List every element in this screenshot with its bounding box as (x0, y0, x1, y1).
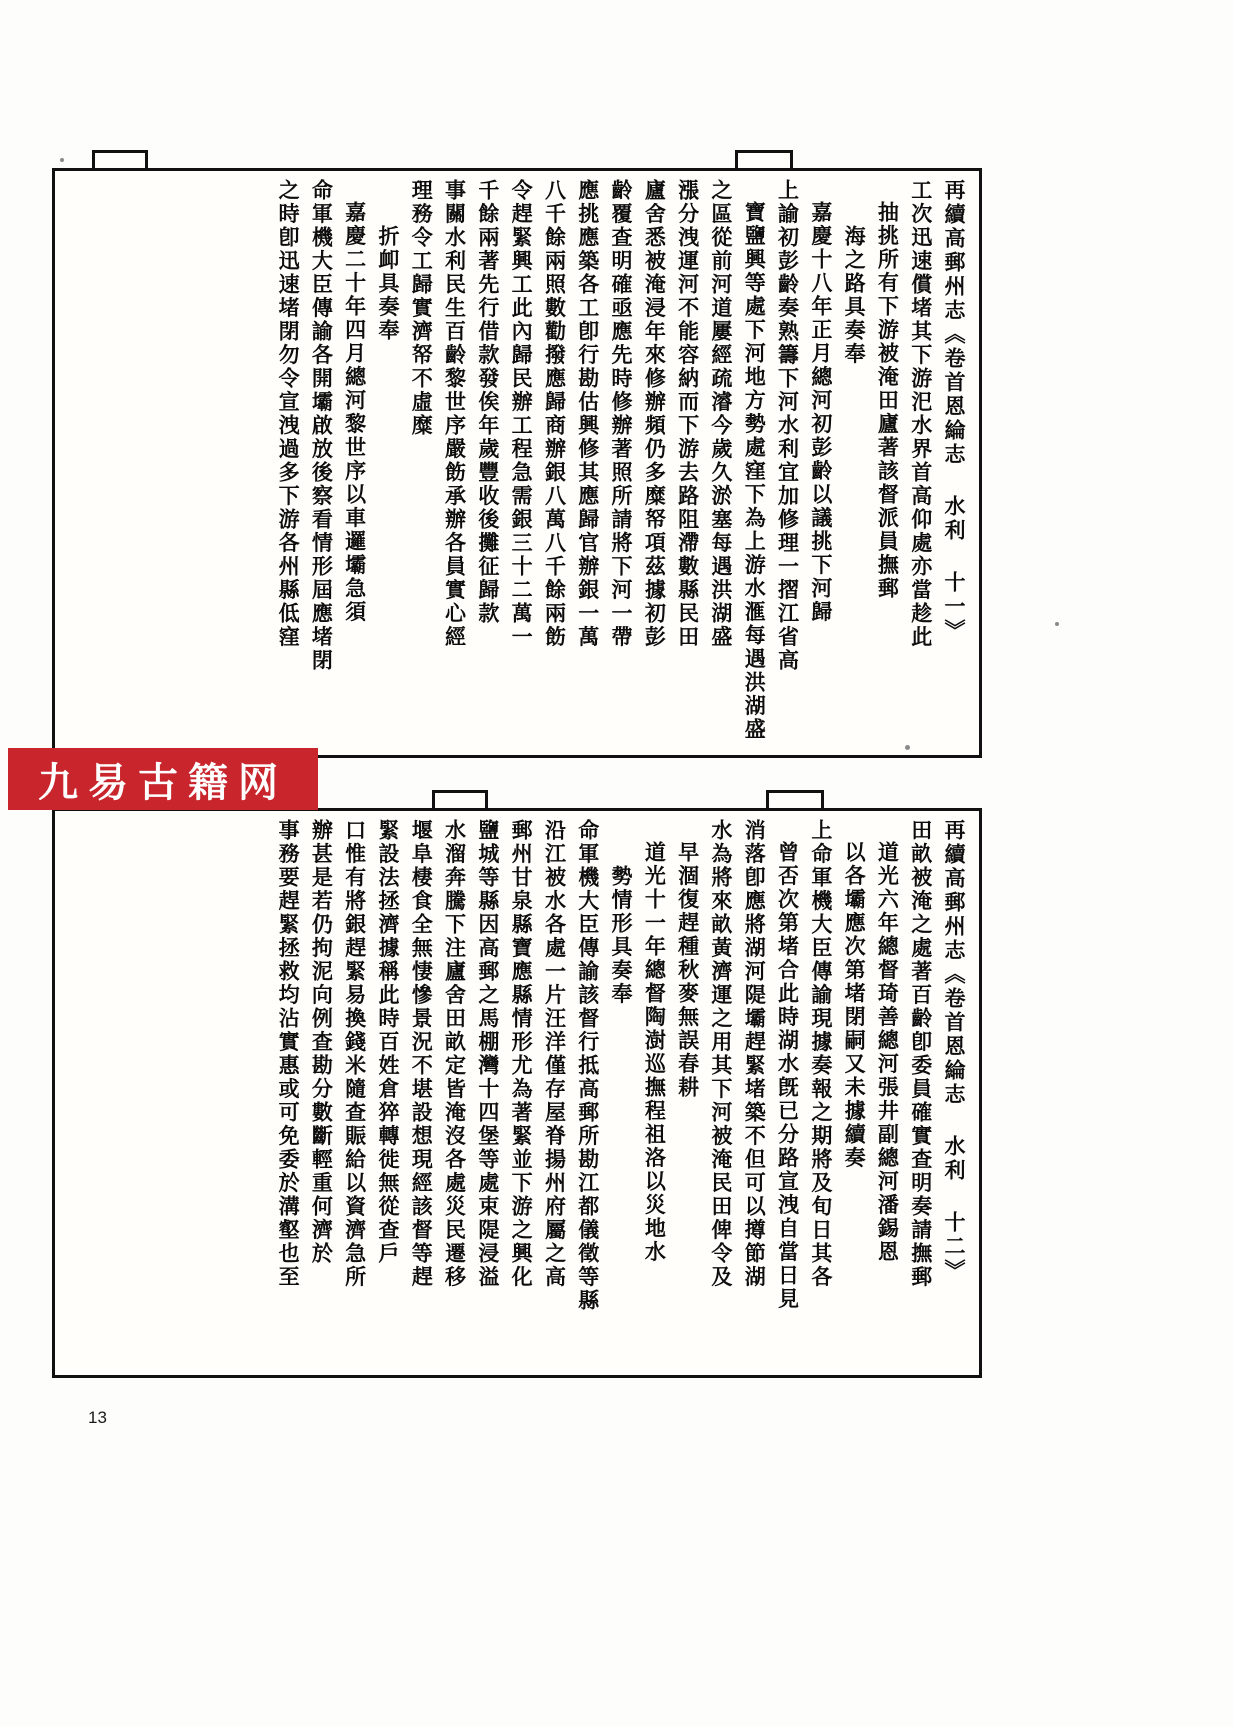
text-column: 理務令工歸實濟帑不虛糜 (409, 179, 435, 438)
column-group-top (63, 177, 971, 749)
text-column: 之區從前河道屢經疏濬今歲久淤塞每遇洪湖盛 (708, 179, 734, 649)
text-column: 水溜奔騰下注廬舍田畝定皆淹沒各處災民遷移 (442, 819, 468, 1289)
text-column: 勢情形具奏奉 (609, 865, 635, 1006)
text-column: 漲分洩運河不能容納而下游去路阻滯數縣民田 (675, 179, 701, 649)
text-block-top (52, 168, 982, 758)
text-column: 千餘兩著先行借款發俟年歲豐收後攤征歸款 (475, 179, 501, 626)
text-column: 緊設法拯濟據稱此時百姓倉猝轉徙無從查戶 (375, 819, 401, 1266)
text-column: 口惟有將銀趕緊易換錢米隨查賑給以資濟急所 (342, 819, 368, 1289)
scan-speck (60, 158, 64, 162)
text-column: 鹽城等縣因高郵之馬棚灣十四堡等處束隄浸溢 (475, 819, 501, 1289)
text-column: 消落卽應將湖河隄壩趕緊堵築不但可以撙節湖 (742, 819, 768, 1289)
text-column: 辦甚是若仍拘泥向例查勘分數斷輕重何濟於 (309, 819, 335, 1266)
text-column: 嘉慶二十年四月總河黎世序以車邏壩急須 (342, 201, 368, 624)
text-column: 抽挑所有下游被淹田廬著該督派員撫郵 (875, 201, 901, 601)
text-column: 水為將來畝黃濟運之用其下河被淹民田俾令及 (708, 819, 734, 1289)
juan-header-bottom: 再續高郵州志《卷首恩綸志 水利 十二》 (942, 819, 967, 1283)
juan-header-top: 再續高郵州志《卷首恩綸志 水利 十一》 (942, 179, 967, 643)
site-watermark (8, 748, 318, 810)
scan-speck (1055, 622, 1059, 626)
page-number: 13 (88, 1408, 107, 1427)
text-column: 曾否次第堵合此時湖水旣已分路宣洩自當日見 (775, 841, 801, 1311)
text-column: 廬舍悉被淹浸年來修辦頻仍多糜帑項茲據初彭 (642, 179, 668, 649)
text-column: 工次迅速償堵其下游汜水界首高仰處亦當趁此 (908, 179, 934, 649)
text-column: 道光六年總督琦善總河張井副總河潘錫恩 (875, 841, 901, 1264)
text-column: 上諭初彭齡奏熟籌下河水利宜加修理一摺江省高 (775, 179, 801, 673)
text-column: 田畝被淹之處著百齡卽委員確實查明奏請撫郵 (908, 819, 934, 1289)
column-group-bottom (63, 817, 971, 1369)
text-column: 命軍機大臣傳諭各開壩啟放後察看情形屆應堵閉 (309, 179, 335, 673)
scan-speck (905, 745, 910, 750)
text-column: 早涸復趕種秋麥無誤春耕 (675, 841, 701, 1100)
text-column: 嘉慶十八年正月總河初彭齡以議挑下河歸 (808, 201, 834, 624)
text-column: 郵州甘泉縣寶應縣情形尤為著緊並下游之興化 (509, 819, 535, 1289)
text-column: 堰阜棲食全無悽慘景況不堪設想現經該督等趕 (409, 819, 435, 1289)
watermark-text: 九易古籍网 (38, 758, 288, 806)
text-column: 折卹具奏奉 (375, 225, 401, 343)
text-column: 齡覆查明確亟應先時修辦著照所請將下河一帶 (609, 179, 635, 649)
text-column: 應挑應築各工卽行勘估興修其應歸官辦銀一萬 (575, 179, 601, 649)
text-block-bottom (52, 808, 982, 1378)
text-column: 寶鹽興等處下河地方勢處窪下為上游水滙每遇洪湖盛 (742, 201, 768, 742)
text-column: 海之路具奏奉 (842, 225, 868, 366)
text-column: 之時卽迅速堵閉勿令宣洩過多下游各州縣低窪 (276, 179, 302, 649)
text-column: 事務要趕緊拯救均沾實惠或可免委於溝壑也至 (276, 819, 302, 1289)
text-column: 事關水利民生百齡黎世序嚴飭承辦各員實心經 (442, 179, 468, 649)
text-column: 上命軍機大臣傳諭現據奏報之期將及旬日其各 (808, 819, 834, 1289)
text-column: 命軍機大臣傳諭該督行抵高郵所勘江都儀徵等縣 (575, 819, 601, 1313)
text-column: 道光十一年總督陶澍巡撫程祖洛以災地水 (642, 841, 668, 1264)
text-column: 令趕緊興工此內歸民辦工程急需銀三十二萬一 (509, 179, 535, 649)
text-column: 以各壩應次第堵閉嗣又未據續奏 (842, 841, 868, 1170)
text-column: 沿江被水各處一片汪洋僅存屋脊揚州府屬之高 (542, 819, 568, 1289)
text-column: 八千餘兩照數勸撥應歸商辦銀八萬八千餘兩飭 (542, 179, 568, 649)
